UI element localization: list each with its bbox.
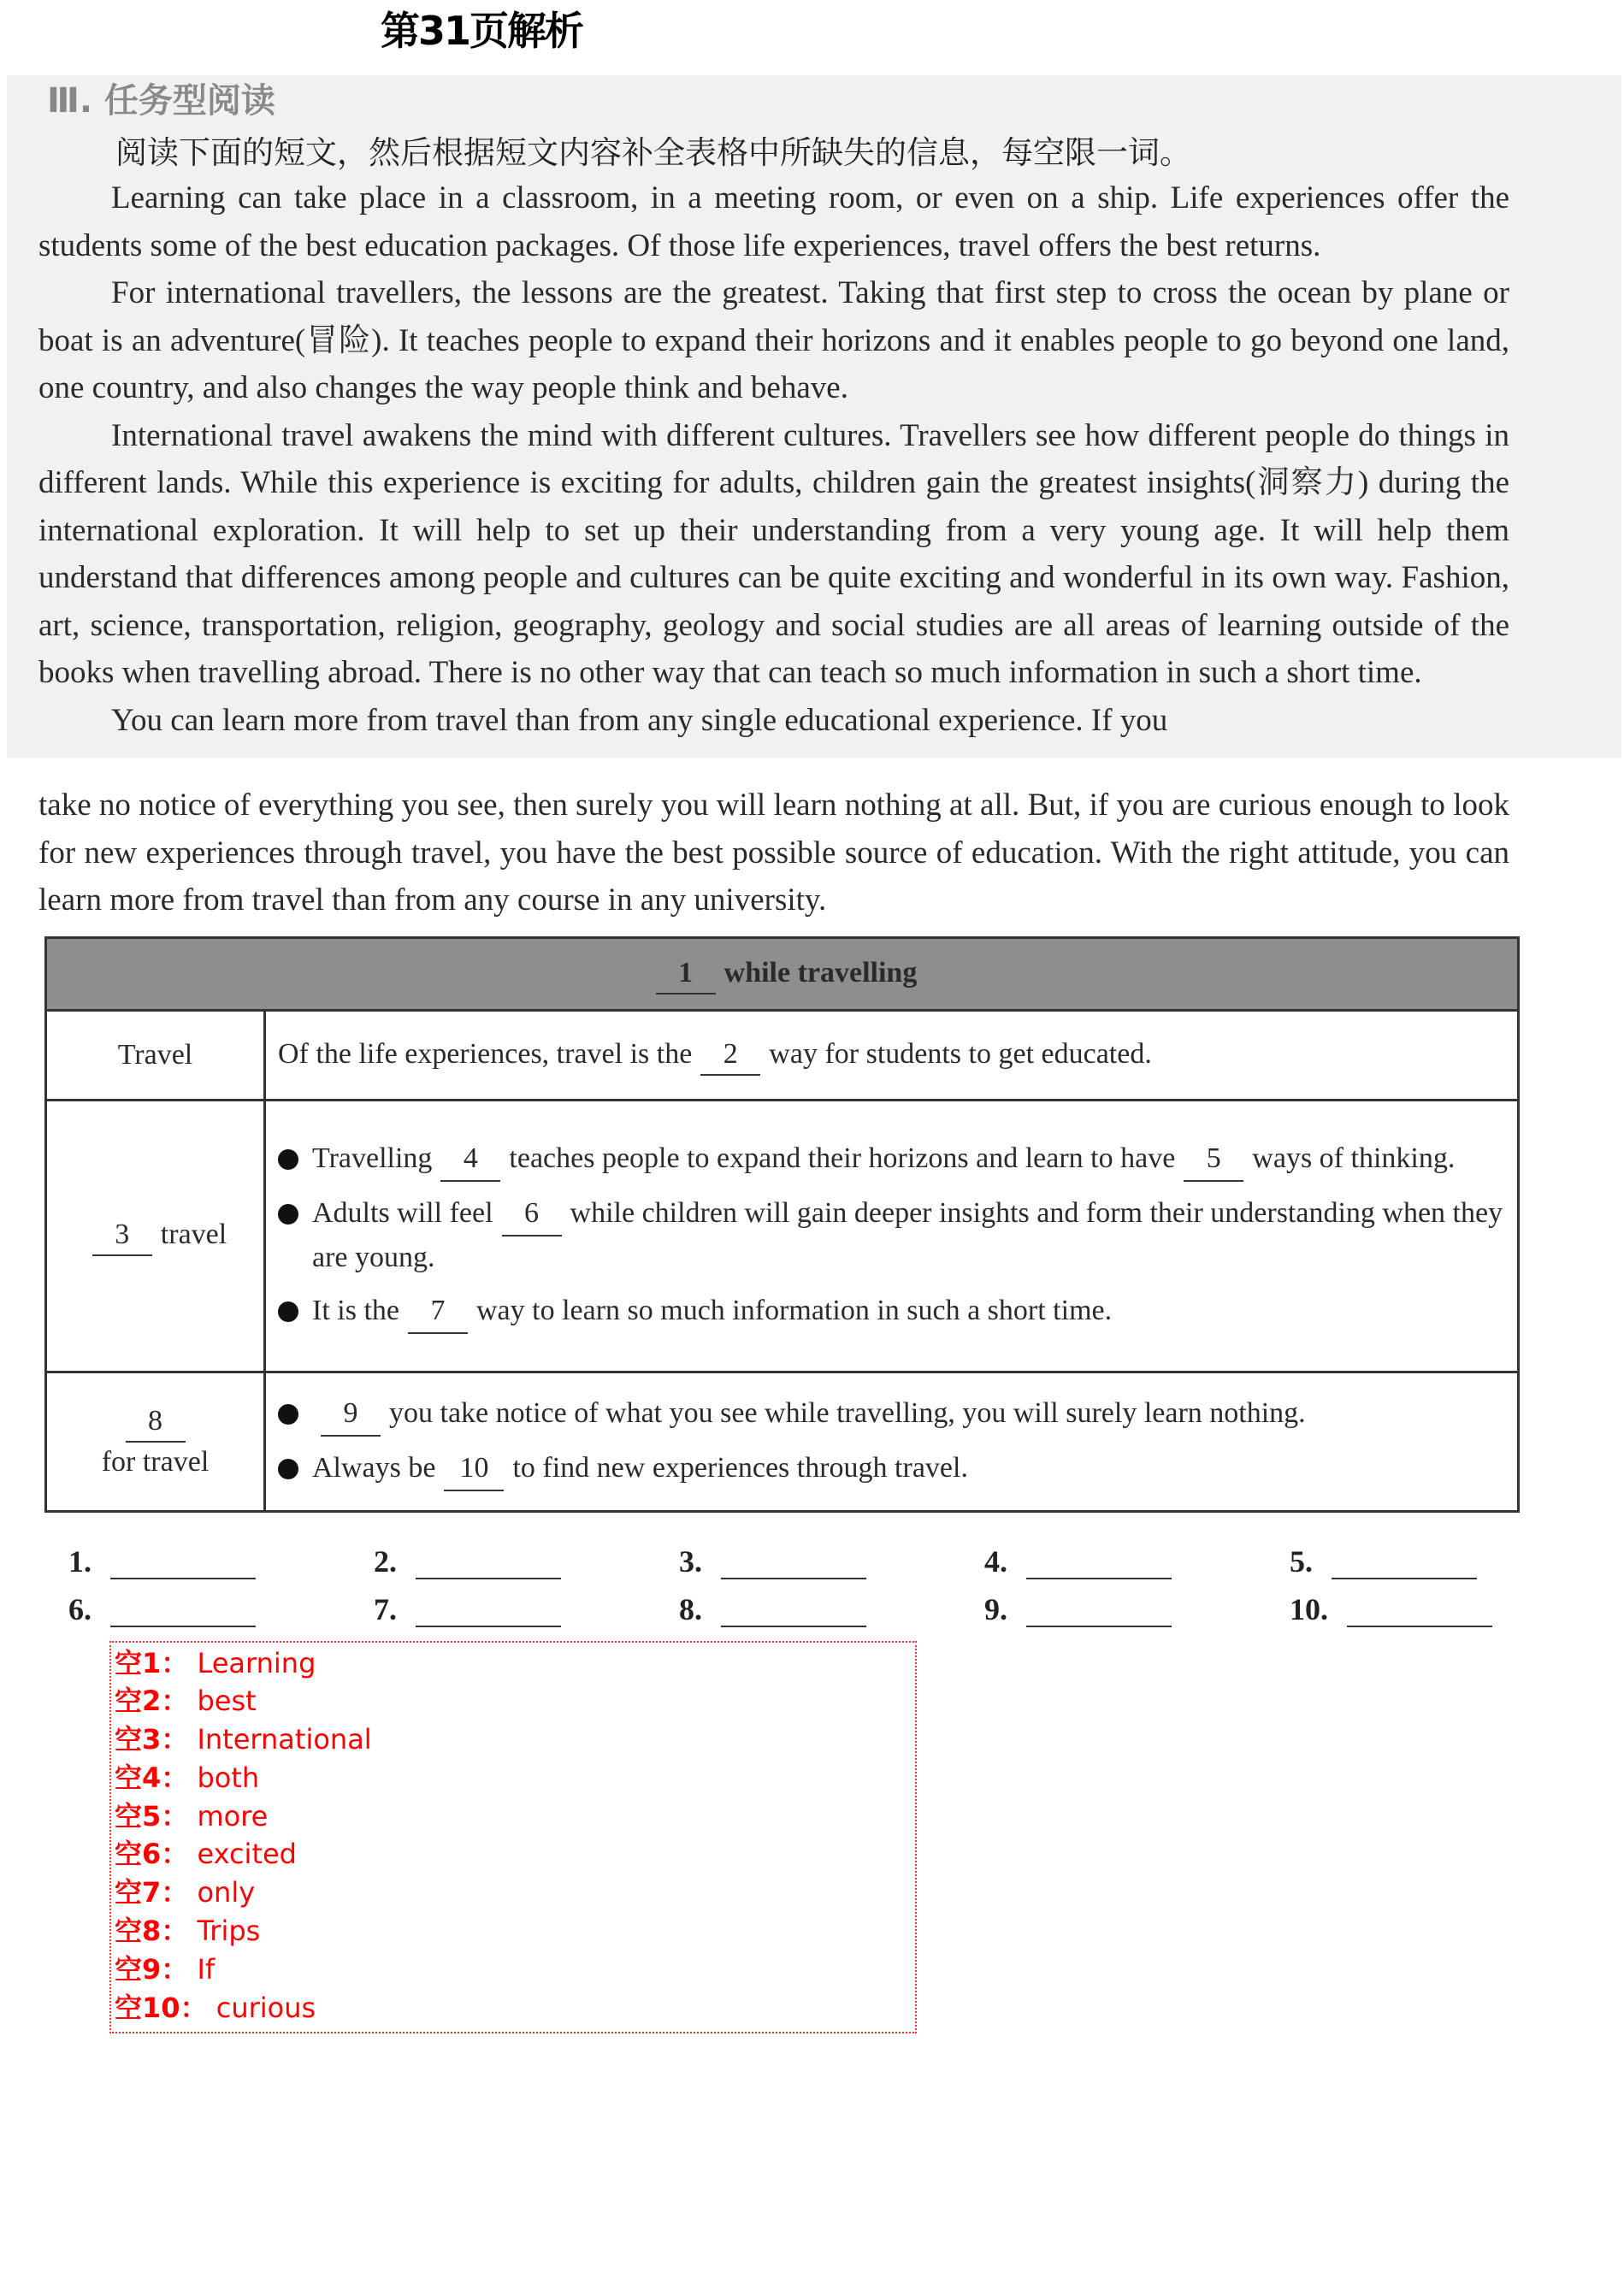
text: teaches people to expand their horizons and learn to have <box>509 1142 1176 1174</box>
blank-10: 10 <box>444 1447 504 1491</box>
header-text: while travelling <box>723 956 918 989</box>
table-row <box>46 1010 1519 1100</box>
key-value: both <box>197 1761 260 1794</box>
key-label: 空8： <box>115 1915 189 1948</box>
bullet-item <box>278 1392 1505 1437</box>
blank-4: 4 <box>440 1137 500 1182</box>
answer-number: 1. <box>68 1543 92 1579</box>
blank-2: 2 <box>700 1035 760 1076</box>
answer-number: 2. <box>374 1543 397 1579</box>
blank-5: 5 <box>1184 1137 1243 1182</box>
passage <box>38 174 1509 744</box>
answer-line <box>416 1552 561 1579</box>
row-label: for travel <box>101 1445 210 1478</box>
table-header <box>46 937 1519 1010</box>
answer-line <box>1026 1552 1172 1579</box>
paragraph: You can learn more from travel than from any single educational experience. If you <box>111 702 1168 738</box>
answer-line <box>1332 1552 1477 1579</box>
key-label: 空10： <box>115 1991 208 2024</box>
table-row <box>46 1100 1519 1372</box>
answer-number: 4. <box>984 1543 1007 1579</box>
answer-number: 7. <box>374 1591 397 1626</box>
text: you take notice of what you see while travelling, you will surely learn nothing. <box>389 1396 1306 1429</box>
answer-line <box>721 1600 866 1627</box>
bullet-item <box>278 1137 1505 1182</box>
paragraph: For international travellers, the lessons are the greatest. Taking that first step to cross the ocean by plane or boat is an adventure(冒险). It teaches people to expand their horizons and it enables people to go beyond one land, one country, and also changes the way people think and behave. <box>38 275 1509 405</box>
answer-number: 3. <box>679 1543 702 1579</box>
answer-line <box>1347 1600 1492 1627</box>
instruction: 阅读下面的短文，然后根据短文内容补全表格中所缺失的信息，每空限一词。 <box>115 134 1191 171</box>
paragraph: take no notice of everything you see, then surely you will learn nothing at all. But, if you are curious enough to look for new experiences through travel, you have the best possible source of education. With the right attitude, you can learn more from travel than from any course in any university. <box>38 788 1509 918</box>
passage-continued <box>38 782 1509 924</box>
scan-background <box>7 75 1621 758</box>
paragraph: Learning can take place in a classroom, in a meeting room, or even on a ship. Life experiences offer the students some of the best education packages. Of those life experiences, travel offers the best returns. <box>38 180 1509 263</box>
answer-key-item <box>111 1951 915 1989</box>
text: while children will gain deeper insights and form their understanding when they are young. <box>312 1197 1503 1273</box>
answer-number: 8. <box>679 1591 702 1626</box>
blank-9: 9 <box>321 1392 381 1437</box>
row-label: Travel <box>46 1010 265 1100</box>
key-label: 空4： <box>115 1761 189 1794</box>
answer-line <box>110 1600 256 1627</box>
key-value: best <box>197 1685 257 1718</box>
bullet-item <box>278 1447 1505 1491</box>
answer-key-item <box>111 1797 915 1836</box>
text: It is the <box>312 1295 399 1326</box>
key-label: 空3： <box>115 1723 189 1756</box>
bullet-item <box>278 1192 1505 1279</box>
key-label: 空5： <box>115 1799 189 1833</box>
section-heading: Ⅲ. 任务型阅读 <box>47 81 275 121</box>
answer-key-item <box>111 1912 915 1951</box>
text: way for students to get educated. <box>769 1037 1152 1070</box>
answer-line <box>721 1552 866 1579</box>
task-table <box>44 936 1520 1513</box>
blank-8: 8 <box>126 1402 186 1443</box>
key-label: 空1： <box>115 1646 189 1679</box>
answer-key-item <box>111 1682 915 1720</box>
blank-3: 3 <box>92 1215 152 1256</box>
bullet-item <box>278 1290 1505 1334</box>
answer-lines <box>68 1532 1608 1627</box>
table-row <box>46 1372 1519 1511</box>
answer-key-item <box>111 1835 915 1874</box>
key-value: only <box>197 1876 256 1909</box>
answer-number: 5. <box>1290 1543 1313 1579</box>
text: Adults will feel <box>312 1197 493 1229</box>
answer-key-item <box>111 1644 915 1683</box>
key-value: curious <box>216 1991 316 2024</box>
key-value: International <box>197 1723 372 1756</box>
blank-6: 6 <box>502 1192 562 1236</box>
text: Of the life experiences, travel is the <box>278 1037 693 1070</box>
page-title: 第31页解析 <box>381 8 583 54</box>
row-label: travel <box>160 1219 227 1250</box>
answer-line <box>1026 1600 1172 1627</box>
answer-key-item <box>111 1720 915 1759</box>
text: to find new experiences through travel. <box>512 1451 968 1484</box>
blank-7: 7 <box>408 1290 468 1334</box>
key-label: 空6： <box>115 1838 189 1871</box>
key-label: 空2： <box>115 1685 189 1718</box>
answer-line <box>416 1600 561 1627</box>
text: ways of thinking. <box>1252 1142 1456 1174</box>
answer-key-item <box>111 1759 915 1797</box>
answer-key-item <box>111 1874 915 1912</box>
answer-number: 10. <box>1290 1591 1328 1626</box>
key-value: Trips <box>197 1915 261 1948</box>
answer-key-box <box>109 1641 917 2034</box>
text: way to learn so much information in such a short time. <box>475 1295 1113 1326</box>
paragraph: International travel awakens the mind with different cultures. Travellers see how different people do things in different lands. While this experience is exciting for adults, children gain the greatest insights(洞察力) during the international exploration. It will help to set up their understanding from a very young age. It will help them understand that differences among people and cultures can be quite exciting and wonderful in its own way. Fashion, art, science, transportation, religion, geography, geology and social studies are all areas of learning outside of the books when travelling abroad. There is no other way that can teach so much information in such a short time. <box>38 417 1509 690</box>
key-label: 空9： <box>115 1952 189 1986</box>
answer-line <box>110 1552 256 1579</box>
text: Travelling <box>312 1142 433 1174</box>
key-value: Learning <box>197 1646 316 1679</box>
key-value: excited <box>197 1838 297 1871</box>
text: Always be <box>312 1451 436 1484</box>
key-value: more <box>197 1799 269 1833</box>
key-value: If <box>197 1952 216 1986</box>
answer-number: 6. <box>68 1591 92 1626</box>
key-label: 空7： <box>115 1876 189 1909</box>
answer-key-item <box>111 1989 915 2027</box>
answer-number: 9. <box>984 1591 1007 1626</box>
blank-1: 1 <box>656 953 716 994</box>
